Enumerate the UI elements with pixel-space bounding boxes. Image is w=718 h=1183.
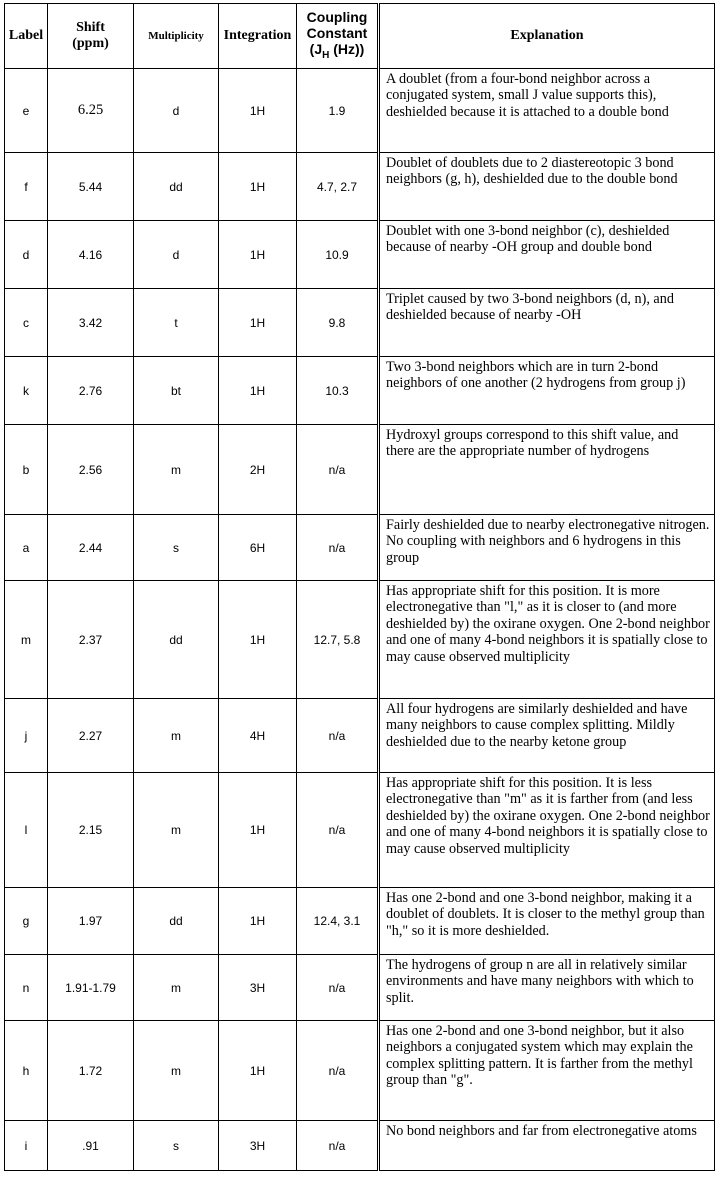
cell-label: k [5, 357, 48, 425]
cell-shift: 2.37 [48, 581, 134, 699]
table-row [5, 357, 715, 425]
header-coupling-constant: Coupling Constant ($J_H$ (Hz)) [297, 4, 379, 69]
cell-multiplicity: d [134, 69, 219, 153]
cell-shift: 1.91-1.79 [48, 955, 134, 1021]
cell-explanation: A doublet (from a four-bond neighbor across a conjugated system, small J value supports this), deshielded because it is attached to a double bond [379, 69, 715, 153]
cell-multiplicity: dd [134, 581, 219, 699]
cell-shift: 3.42 [48, 289, 134, 357]
cell-coupling: 10.3 [297, 357, 379, 425]
header-integration: Integration [219, 4, 297, 69]
table-row [5, 581, 715, 699]
cell-integration: 1H [219, 153, 297, 221]
cell-coupling: 10.9 [297, 221, 379, 289]
cell-coupling: n/a [297, 1021, 379, 1121]
cell-explanation: Has one 2-bond and one 3-bond neighbor, making it a doublet of doublets. It is closer to the methyl group than "h," so it is more deshielded. [379, 888, 715, 955]
table-row [5, 289, 715, 357]
cell-integration: 3H [219, 955, 297, 1021]
cell-label: f [5, 153, 48, 221]
cell-explanation: Doublet of doublets due to 2 diastereotopic 3 bond neighbors (g, h), deshielded due to the double bond [379, 153, 715, 221]
cell-explanation: Has one 2-bond and one 3-bond neighbor, but it also neighbors a conjugated system which may explain the complex splitting pattern. It is farther from the methyl group than "g". [379, 1021, 715, 1121]
header-label: Label [5, 4, 48, 69]
cell-explanation: Hydroxyl groups correspond to this shift value, and there are the appropriate number of hydrogens [379, 425, 715, 515]
cell-label: i [5, 1121, 48, 1171]
cell-multiplicity: d [134, 221, 219, 289]
cell-multiplicity: dd [134, 888, 219, 955]
cell-explanation: Fairly deshielded due to nearby electronegative nitrogen. No coupling with neighbors and 6 hydrogens in this group [379, 515, 715, 581]
table-row [5, 699, 715, 773]
cell-label: l [5, 773, 48, 888]
cell-explanation: Has appropriate shift for this position. It is less electronegative than "m" as it is farther from (and less deshielded by) the oxirane oxygen. One 2-bond neighbor and one of many 4-bond neighbors it is spatially close to may cause observed multiplicity [379, 773, 715, 888]
cell-multiplicity: bt [134, 357, 219, 425]
cell-integration: 1H [219, 357, 297, 425]
table-row [5, 515, 715, 581]
cell-coupling: n/a [297, 955, 379, 1021]
cell-integration: 3H [219, 1121, 297, 1171]
cell-explanation: Doublet with one 3-bond neighbor (c), deshielded because of nearby -OH group and double bond [379, 221, 715, 289]
cell-explanation: Triplet caused by two 3-bond neighbors (d, n), and deshielded because of nearby -OH [379, 289, 715, 357]
cell-integration: 1H [219, 289, 297, 357]
cell-multiplicity: s [134, 1121, 219, 1171]
cell-label: n [5, 955, 48, 1021]
table-row [5, 69, 715, 153]
cell-integration: 1H [219, 888, 297, 955]
cell-shift: 5.44 [48, 153, 134, 221]
header-row [5, 4, 715, 69]
cell-label: m [5, 581, 48, 699]
cell-integration: 4H [219, 699, 297, 773]
cell-label: a [5, 515, 48, 581]
cell-shift: 2.76 [48, 357, 134, 425]
header-explanation: Explanation [379, 4, 715, 69]
cell-explanation: All four hydrogens are similarly deshielded and have many neighbors to cause complex splitting. Mildly deshielded due to the nearby ketone group [379, 699, 715, 773]
cell-explanation: Has appropriate shift for this position. It is more electronegative than "l," as it is closer to (and more deshielded by) the oxirane oxygen. One 2-bond neighbor and one of many 4-bond neighbors it is spatially close to may cause observed multiplicity [379, 581, 715, 699]
cell-integration: 1H [219, 773, 297, 888]
cell-integration: 2H [219, 425, 297, 515]
cell-shift: 1.72 [48, 1021, 134, 1121]
nmr-data-table [4, 3, 715, 1171]
cell-coupling: n/a [297, 425, 379, 515]
cell-integration: 1H [219, 69, 297, 153]
table-row [5, 955, 715, 1021]
cell-shift: 2.15 [48, 773, 134, 888]
cell-coupling: 12.7, 5.8 [297, 581, 379, 699]
cell-integration: 1H [219, 221, 297, 289]
cell-shift: 2.27 [48, 699, 134, 773]
cell-multiplicity: m [134, 699, 219, 773]
cell-multiplicity: s [134, 515, 219, 581]
cell-shift: 1.97 [48, 888, 134, 955]
cell-label: e [5, 69, 48, 153]
header-multiplicity: Multiplicity [134, 4, 219, 69]
cell-label: g [5, 888, 48, 955]
cell-integration: 1H [219, 1021, 297, 1121]
cell-multiplicity: m [134, 773, 219, 888]
cell-shift: 6.25 [48, 69, 134, 153]
table-row [5, 221, 715, 289]
cell-coupling: 9.8 [297, 289, 379, 357]
cell-shift: .91 [48, 1121, 134, 1171]
cell-coupling: 4.7, 2.7 [297, 153, 379, 221]
cell-label: c [5, 289, 48, 357]
cell-multiplicity: m [134, 1021, 219, 1121]
cell-label: b [5, 425, 48, 515]
cell-multiplicity: m [134, 955, 219, 1021]
cell-coupling: 1.9 [297, 69, 379, 153]
cell-multiplicity: dd [134, 153, 219, 221]
cell-integration: 1H [219, 581, 297, 699]
cell-shift: 4.16 [48, 221, 134, 289]
cell-multiplicity: t [134, 289, 219, 357]
cell-coupling: n/a [297, 515, 379, 581]
cell-shift: 2.56 [48, 425, 134, 515]
cell-label: h [5, 1021, 48, 1121]
cell-multiplicity: m [134, 425, 219, 515]
cell-coupling: n/a [297, 773, 379, 888]
cell-explanation: The hydrogens of group n are all in relatively similar environments and have many neighbors with which to split. [379, 955, 715, 1021]
cell-coupling: 12.4, 3.1 [297, 888, 379, 955]
header-shift: Shift (ppm) [48, 4, 134, 69]
cell-explanation: Two 3-bond neighbors which are in turn 2-bond neighbors of one another (2 hydrogens from group j) [379, 357, 715, 425]
table-row [5, 153, 715, 221]
cell-coupling: n/a [297, 1121, 379, 1171]
table-row [5, 425, 715, 515]
table-row [5, 773, 715, 888]
table-row [5, 888, 715, 955]
cell-label: d [5, 221, 48, 289]
cell-explanation: No bond neighbors and far from electronegative atoms [379, 1121, 715, 1171]
cell-label: j [5, 699, 48, 773]
cell-coupling: n/a [297, 699, 379, 773]
cell-integration: 6H [219, 515, 297, 581]
table-row [5, 1121, 715, 1171]
table-row [5, 1021, 715, 1121]
cell-shift: 2.44 [48, 515, 134, 581]
